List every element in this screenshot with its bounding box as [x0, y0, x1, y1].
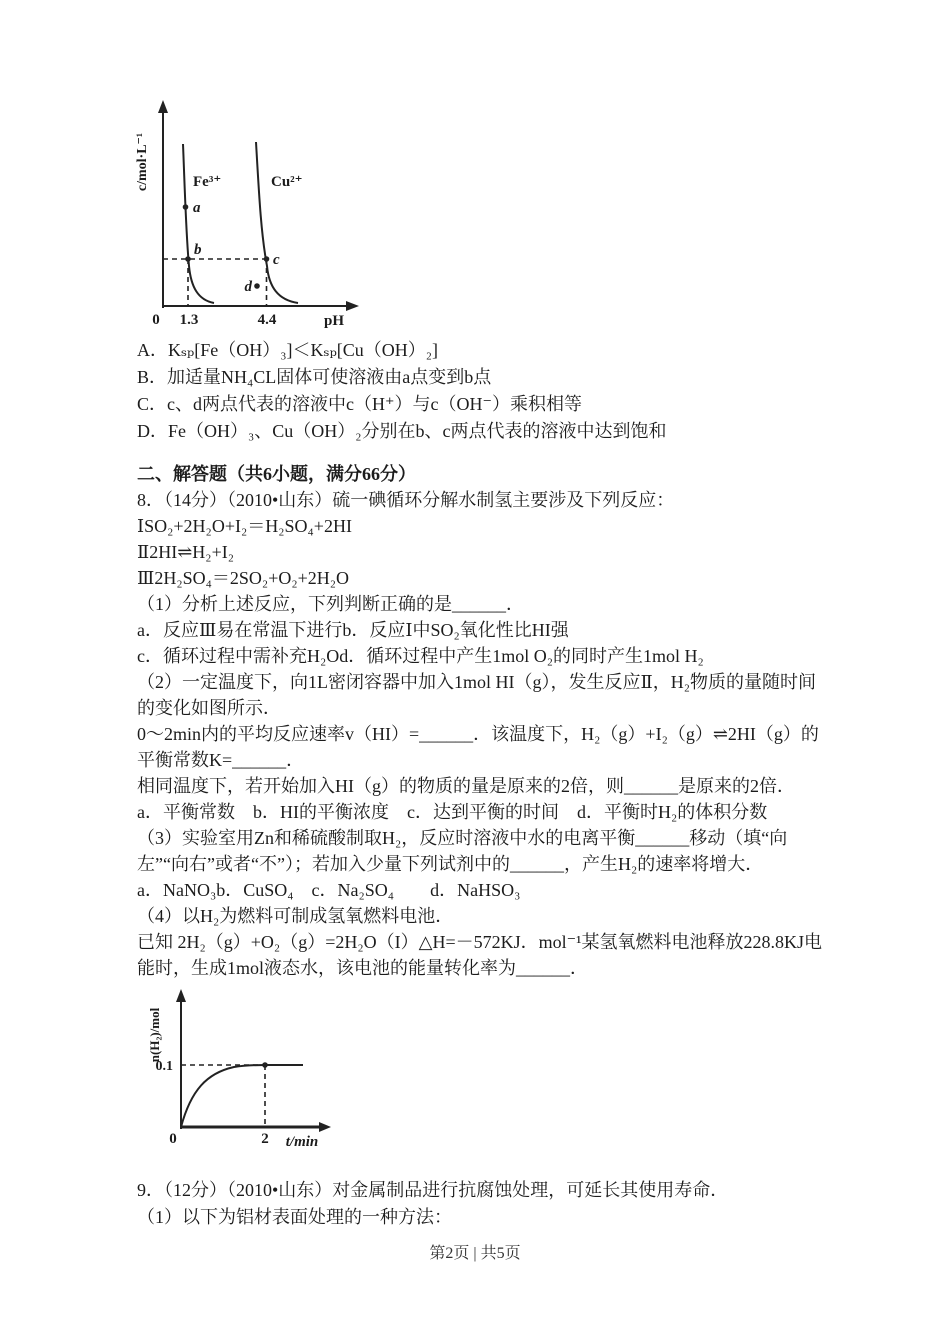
question9	[137, 1177, 917, 1231]
q8-double-opts: a．平衡常数 b．HI的平衡浓度 c．达到平衡的时间 d．平衡时H₂的体积分数	[137, 802, 768, 822]
fe-curve-label: Fe³⁺	[193, 174, 222, 190]
point-b-dot	[185, 256, 191, 262]
cu-curve	[256, 142, 298, 303]
x-tick-1.3: 1.3	[179, 312, 199, 328]
q8-double-l1: 相同温度下，若开始加入HI（g）的物质的量是原来的2倍，则______是原来的2倍．	[137, 776, 795, 796]
y-tick-0.1: 0.1	[155, 1059, 173, 1074]
q9-part1: （1）以下为铝材表面处理的一种方法：	[137, 1207, 452, 1227]
q8-part1-opt-cd: c．循环过程中需补充H₂Od．循环过程中产生1mol O₂的同时产生1mol H₂	[137, 646, 704, 666]
q8-part3-l1: （3）实验室用Zn和稀硫酸制取H₂，反应时溶液中水的电离平衡______移动（填“向	[137, 828, 788, 848]
q8-part4-l1: 已知 2H₂（g）+O₂（g）=2H₂O（I）△H=－572KJ．mol⁻¹某氢氧燃料电池释放228.8KJ电	[137, 932, 823, 952]
q8-part4: （4）以H₂为燃料可制成氢氧燃料电池．	[137, 906, 454, 926]
x-tick-0: 0	[152, 312, 160, 328]
section-heading: 二、解答题（共6小题，满分66分）	[137, 464, 416, 484]
y-axis-label: n(H₂)/mol	[147, 1007, 162, 1063]
point-b-label: b	[194, 242, 202, 258]
x-axis-arrow-icon	[346, 301, 359, 311]
q8-part2-l2: 的变化如图所示．	[137, 698, 281, 718]
solubility-ph-chart	[126, 94, 376, 336]
point-a-label: a	[193, 200, 201, 216]
q8-reaction-1: ⅠSO₂+2H₂O+I₂＝H₂SO₄+2HI	[137, 516, 352, 536]
equilibrium-point-dot	[262, 1062, 268, 1068]
q8-intro: 8．（14分）（2010•山东）硫一碘循环分解水制氢主要涉及下列反应：	[137, 490, 675, 510]
q8-part2-l1: （2）一定温度下，向1L密闭容器中加入1mol HI（g），发生反应Ⅱ，H₂物质的量随时间	[137, 672, 816, 692]
y-axis-arrow-icon	[176, 989, 186, 1002]
text-column	[137, 337, 917, 1231]
q9-intro: 9．（12分）（2010•山东）对金属制品进行抗腐蚀处理，可延长其使用寿命．	[137, 1180, 729, 1200]
q8-part1: （1）分析上述反应，下列判断正确的是______．	[137, 594, 524, 614]
h2-amount-time-chart	[139, 987, 359, 1157]
y-axis-label: c/mol·L⁻¹	[135, 132, 150, 192]
point-d-label: d	[244, 279, 252, 295]
q7-option-b: B．加适量NH₄CL固体可使溶液由a点变到b点	[137, 367, 492, 387]
cu-curve-label: Cu²⁺	[271, 174, 303, 190]
x-tick-2: 2	[261, 1131, 269, 1147]
q8-part3-l2: 左”“向右”或者“不”）；若加入少量下列试剂中的______，产生H₂的速率将增大．	[137, 854, 764, 874]
x-axis-label: t/min	[285, 1134, 319, 1150]
point-c-dot	[264, 256, 270, 262]
x-tick-0: 0	[169, 1131, 177, 1147]
q7-option-d: D．Fe（OH）₃、Cu（OH）₂分别在b、c两点代表的溶液中达到饱和	[137, 421, 667, 441]
q8-part1-opt-ab: a．反应Ⅲ易在常温下进行b．反应Ⅰ中SO₂氧化性比HI强	[137, 620, 569, 640]
q8-part4-l2: 能时，生成1mol液态水，该电池的能量转化率为______．	[137, 958, 588, 978]
y-axis-arrow-icon	[158, 100, 168, 113]
x-tick-4.4: 4.4	[257, 312, 277, 328]
q8-reaction-2: Ⅱ2HI⇌H₂+I₂	[137, 542, 235, 562]
point-a-dot	[183, 204, 189, 210]
q7-option-c: C．c、d两点代表的溶液中c（H⁺）与c（OH⁻）乘积相等	[137, 394, 582, 414]
h2-curve	[181, 1065, 303, 1127]
q8-part3-opts: a．NaNO₃b．CuSO₄ c．Na₂SO₄ d．NaHSO₃	[137, 880, 521, 900]
q7-option-a: A．Kₛₚ[Fe（OH）₃]＜Kₛₚ[Cu（OH）₂]	[137, 340, 439, 360]
q8-rate-l1: 0～2min内的平均反应速率v（HI）=______．该温度下，H₂（g）+I₂（g）⇌2HI（g）的	[137, 724, 819, 744]
point-c-label: c	[273, 252, 280, 268]
x-axis-arrow-icon	[319, 1122, 331, 1132]
q8-rate-l2: 平衡常数K=______．	[137, 750, 305, 770]
point-d-dot	[254, 283, 260, 289]
q8-reaction-3: Ⅲ2H₂SO₄＝2SO₂+O₂+2H₂O	[137, 568, 350, 588]
page-number: 第2页 | 共5页	[429, 1245, 521, 1262]
x-axis-label: pH	[323, 313, 345, 329]
